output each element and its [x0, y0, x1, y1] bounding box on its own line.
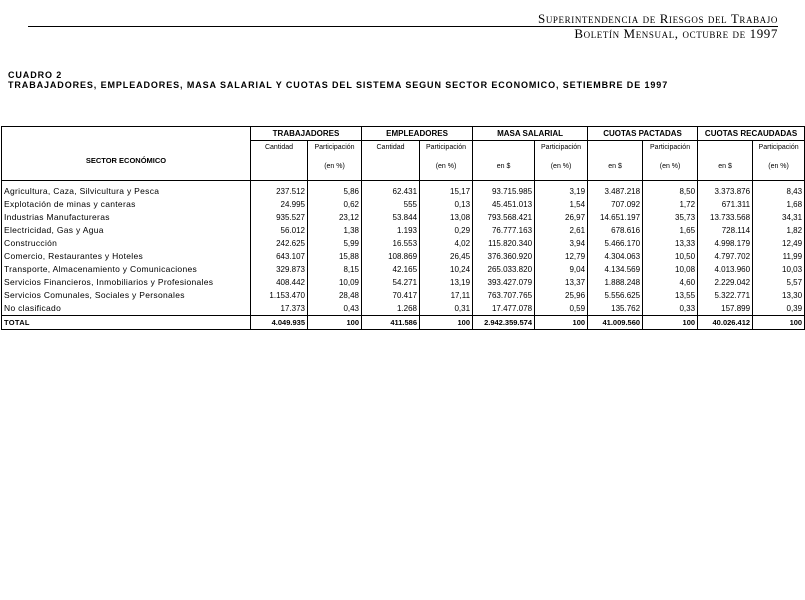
- table-cell: 16.553: [362, 237, 420, 250]
- table-cell: 13,19: [420, 276, 473, 289]
- table-cell: 0,29: [420, 224, 473, 237]
- table-cell: 10,24: [420, 263, 473, 276]
- table-title: TRABAJADORES, EMPLEADORES, MASA SALARIAL Y CUOTAS DEL SISTEMA SEGUN SECTOR ECONOMICO, SETIEMBRE DE 1997: [8, 80, 669, 90]
- table-cell: 0,59: [535, 302, 588, 316]
- table-cell: 1.268: [362, 302, 420, 316]
- table-cell: 0,13: [420, 198, 473, 211]
- table-cell: 23,12: [308, 211, 362, 224]
- table-cell: 242.625: [251, 237, 308, 250]
- total-cell: 100: [420, 315, 473, 329]
- table-cell: 8,50: [643, 180, 698, 198]
- group-masa-salarial: MASA SALARIAL: [473, 127, 588, 141]
- table-row: [2, 250, 805, 263]
- sector-name: Electricidad, Gas y Agua: [2, 224, 251, 237]
- table-cell: 671.311: [698, 198, 753, 211]
- table-cell: 108.869: [362, 250, 420, 263]
- table-row: [2, 263, 805, 276]
- table-cell: 15,88: [308, 250, 362, 263]
- table-cell: 237.512: [251, 180, 308, 198]
- table-cell: 28,48: [308, 289, 362, 302]
- sector-name: Construcción: [2, 237, 251, 250]
- sub-empty: [473, 141, 535, 155]
- table-row: [2, 224, 805, 237]
- sub-participacion: Participación: [753, 141, 805, 155]
- table-row: [2, 302, 805, 316]
- table-cell: 3,94: [535, 237, 588, 250]
- table-cell: 2.229.042: [698, 276, 753, 289]
- sub-en-pct: (en %): [753, 154, 805, 180]
- table-cell: 5,86: [308, 180, 362, 198]
- table-cell: 4.998.179: [698, 237, 753, 250]
- table-cell: 1,54: [535, 198, 588, 211]
- total-cell: 100: [308, 315, 362, 329]
- table-cell: 45.451.013: [473, 198, 535, 211]
- table-cell: 76.777.163: [473, 224, 535, 237]
- sub-cantidad: Cantidad: [362, 141, 420, 155]
- sub-empty: [698, 141, 753, 155]
- table-cell: 728.114: [698, 224, 753, 237]
- table-cell: 793.568.421: [473, 211, 535, 224]
- group-cuotas-recaudadas: CUOTAS RECAUDADAS: [698, 127, 805, 141]
- table-cell: 135.762: [588, 302, 643, 316]
- table-cell: 12,49: [753, 237, 805, 250]
- table-cell: 13,30: [753, 289, 805, 302]
- table-cell: 1.193: [362, 224, 420, 237]
- table-cell: 1,68: [753, 198, 805, 211]
- table-cell: 393.427.079: [473, 276, 535, 289]
- sector-name: Explotación de minas y canteras: [2, 198, 251, 211]
- table-cell: 1.153.470: [251, 289, 308, 302]
- table-cell: 62.431: [362, 180, 420, 198]
- table-cell: 3.373.876: [698, 180, 753, 198]
- sub-empty: [362, 154, 420, 180]
- table-cell: 4.304.063: [588, 250, 643, 263]
- table-cell: 13,37: [535, 276, 588, 289]
- sector-name: No clasificado: [2, 302, 251, 316]
- table-cell: 1,82: [753, 224, 805, 237]
- table-row: [2, 180, 805, 198]
- table-cell: 707.092: [588, 198, 643, 211]
- table-cell: 10,08: [643, 263, 698, 276]
- table-row: [2, 211, 805, 224]
- group-header-row: [2, 127, 805, 141]
- total-cell: 41.009.560: [588, 315, 643, 329]
- sub-participacion: Participación: [308, 141, 362, 155]
- sector-name: Transporte, Almacenamiento y Comunicaciones: [2, 263, 251, 276]
- table-cell: 4.013.960: [698, 263, 753, 276]
- total-cell: 4.049.935: [251, 315, 308, 329]
- table-cell: 26,97: [535, 211, 588, 224]
- table-cell: 555: [362, 198, 420, 211]
- table-cell: 643.107: [251, 250, 308, 263]
- table-cell: 1.888.248: [588, 276, 643, 289]
- sub-en-dollar: en $: [473, 154, 535, 180]
- table-cell: 11,99: [753, 250, 805, 263]
- table-cell: 5.556.625: [588, 289, 643, 302]
- sector-name: Comercio, Restaurantes y Hoteles: [2, 250, 251, 263]
- total-cell: 40.026.412: [698, 315, 753, 329]
- header-subtitle: Boletín Mensual, octubre de 1997: [574, 26, 778, 41]
- sub-en-pct: (en %): [643, 154, 698, 180]
- table-cell: 26,45: [420, 250, 473, 263]
- table-cell: 54.271: [362, 276, 420, 289]
- table-cell: 329.873: [251, 263, 308, 276]
- total-cell: 100: [535, 315, 588, 329]
- table-cell: 34,31: [753, 211, 805, 224]
- group-trabajadores: TRABAJADORES: [251, 127, 362, 141]
- total-row: [2, 315, 805, 329]
- table-cell: 10,09: [308, 276, 362, 289]
- table-body: [2, 180, 805, 315]
- sub-en-pct: (en %): [535, 154, 588, 180]
- table-cell: 56.012: [251, 224, 308, 237]
- table-cell: 0,43: [308, 302, 362, 316]
- table-cell: 4,02: [420, 237, 473, 250]
- sector-name: Servicios Financieros, Inmobiliarios y Profesionales: [2, 276, 251, 289]
- sector-name: Agricultura, Caza, Silvicultura y Pesca: [2, 180, 251, 198]
- table-cell: 13.733.568: [698, 211, 753, 224]
- table-cell: 13,55: [643, 289, 698, 302]
- sector-name: Servicios Comunales, Sociales y Personales: [2, 289, 251, 302]
- table-cell: 5,57: [753, 276, 805, 289]
- group-empleadores: EMPLEADORES: [362, 127, 473, 141]
- table-cell: 0,39: [753, 302, 805, 316]
- table-cell: 376.360.920: [473, 250, 535, 263]
- table-cell: 265.033.820: [473, 263, 535, 276]
- table-cell: 1,38: [308, 224, 362, 237]
- sub-en-pct: (en %): [420, 154, 473, 180]
- sub-participacion: Participación: [643, 141, 698, 155]
- table-cell: 24.995: [251, 198, 308, 211]
- table-cell: 9,04: [535, 263, 588, 276]
- table-cell: 12,79: [535, 250, 588, 263]
- table-row: [2, 276, 805, 289]
- sector-name: Industrias Manufactureras: [2, 211, 251, 224]
- table-cell: 678.616: [588, 224, 643, 237]
- table-cell: 42.165: [362, 263, 420, 276]
- table-cell: 5.466.170: [588, 237, 643, 250]
- table-cell: 2,61: [535, 224, 588, 237]
- table-cell: 157.899: [698, 302, 753, 316]
- table-cell: 4.134.569: [588, 263, 643, 276]
- table-cell: 0,33: [643, 302, 698, 316]
- table-cell: 35,73: [643, 211, 698, 224]
- total-cell: 411.586: [362, 315, 420, 329]
- sub-en-pct: (en %): [308, 154, 362, 180]
- table-cell: 1,65: [643, 224, 698, 237]
- table-cell: 10,50: [643, 250, 698, 263]
- header-title: Superintendencia de Riesgos del Trabajo: [537, 11, 778, 26]
- table-cell: 0,31: [420, 302, 473, 316]
- table-cell: 53.844: [362, 211, 420, 224]
- table-cell: 14.651.197: [588, 211, 643, 224]
- table-cell: 763.707.765: [473, 289, 535, 302]
- table-cell: 13,33: [643, 237, 698, 250]
- table-cell: 0,62: [308, 198, 362, 211]
- sub-empty: [251, 154, 308, 180]
- table-cell: 15,17: [420, 180, 473, 198]
- table-cell: 17.477.078: [473, 302, 535, 316]
- sub-cantidad: Cantidad: [251, 141, 308, 155]
- table-cell: 17.373: [251, 302, 308, 316]
- sub-en-dollar: en $: [588, 154, 643, 180]
- table-cell: 5,99: [308, 237, 362, 250]
- table-cell: 5.322.771: [698, 289, 753, 302]
- total-cell: 2.942.359.574: [473, 315, 535, 329]
- sub-participacion: Participación: [420, 141, 473, 155]
- table-cell: 70.417: [362, 289, 420, 302]
- data-table: [1, 126, 805, 330]
- group-cuotas-pactadas: CUOTAS PACTADAS: [588, 127, 698, 141]
- table-cell: 4,60: [643, 276, 698, 289]
- table-cell: 13,08: [420, 211, 473, 224]
- table-cell: 935.527: [251, 211, 308, 224]
- table-row: [2, 237, 805, 250]
- table-cell: 93.715.985: [473, 180, 535, 198]
- sub-participacion: Participación: [535, 141, 588, 155]
- table-cell: 408.442: [251, 276, 308, 289]
- table-cell: 8,43: [753, 180, 805, 198]
- total-cell: 100: [643, 315, 698, 329]
- table-cell: 8,15: [308, 263, 362, 276]
- table-cell: 1,72: [643, 198, 698, 211]
- table-cell: 25,96: [535, 289, 588, 302]
- total-cell: 100: [753, 315, 805, 329]
- table-cell: 10,03: [753, 263, 805, 276]
- table-number: CUADRO 2: [8, 70, 63, 80]
- table-cell: 3,19: [535, 180, 588, 198]
- sub-en-dollar: en $: [698, 154, 753, 180]
- sub-empty: [588, 141, 643, 155]
- table-row: [2, 198, 805, 211]
- table-cell: 3.487.218: [588, 180, 643, 198]
- total-label: TOTAL: [2, 315, 251, 329]
- table-cell: 115.820.340: [473, 237, 535, 250]
- table-cell: 4.797.702: [698, 250, 753, 263]
- table-row: [2, 289, 805, 302]
- sector-header: SECTOR ECONÓMICO: [2, 127, 251, 181]
- table-cell: 17,11: [420, 289, 473, 302]
